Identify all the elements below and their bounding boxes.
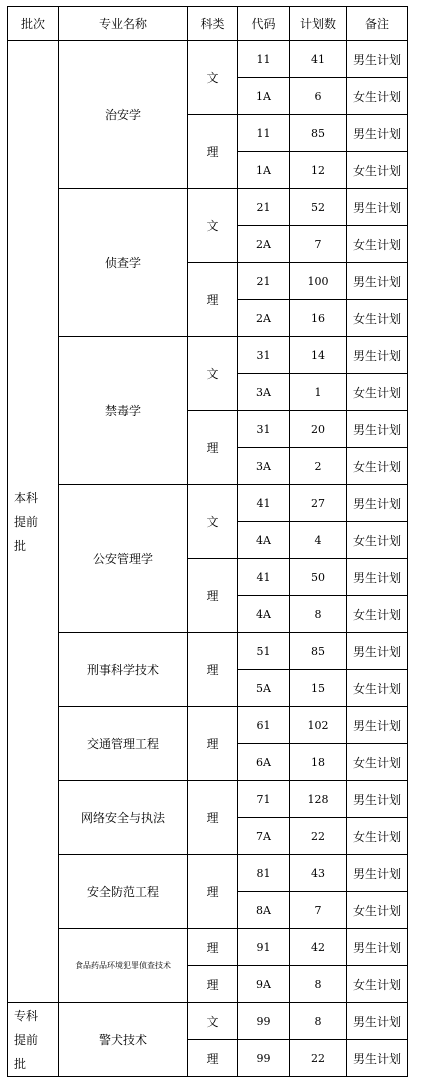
header-remark: 备注 bbox=[347, 7, 408, 41]
batch-label-line: 提前 bbox=[14, 1032, 39, 1047]
remark-cell: 男生计划 bbox=[347, 115, 408, 152]
major-name: 刑事科学技术 bbox=[86, 663, 159, 677]
code-cell: 21 bbox=[238, 263, 290, 300]
category-cell: 理 bbox=[188, 633, 238, 707]
code-cell: 11 bbox=[238, 115, 290, 152]
category-cell: 文 bbox=[188, 337, 238, 411]
table-row bbox=[8, 855, 408, 892]
remark-cell: 男生计划 bbox=[347, 707, 408, 744]
remark-cell: 男生计划 bbox=[347, 1040, 408, 1077]
header-code: 代码 bbox=[238, 7, 290, 41]
table-row bbox=[8, 781, 408, 818]
batch-label-line: 批 bbox=[14, 1056, 27, 1071]
table-row bbox=[8, 707, 408, 744]
remark-cell: 男生计划 bbox=[347, 485, 408, 522]
batch-cell bbox=[8, 1003, 59, 1077]
remark-cell: 女生计划 bbox=[347, 966, 408, 1003]
remark-cell: 女生计划 bbox=[347, 522, 408, 559]
batch-label-line: 提前 bbox=[14, 514, 39, 529]
code-cell: 91 bbox=[238, 929, 290, 966]
enrollment-plan-table bbox=[7, 6, 408, 1077]
major-name-cell bbox=[59, 633, 188, 707]
major-name: 食品药品环境犯罪侦查技术 bbox=[75, 960, 171, 970]
category-cell: 理 bbox=[188, 263, 238, 337]
header-row bbox=[8, 7, 408, 41]
plan-count-cell: 128 bbox=[290, 781, 347, 818]
plan-count-cell: 85 bbox=[290, 115, 347, 152]
header-category: 科类 bbox=[188, 7, 238, 41]
code-cell: 71 bbox=[238, 781, 290, 818]
code-cell: 41 bbox=[238, 559, 290, 596]
major-name: 警犬技术 bbox=[98, 1033, 147, 1047]
major-name-cell bbox=[59, 41, 188, 189]
remark-cell: 女生计划 bbox=[347, 670, 408, 707]
remark-cell: 女生计划 bbox=[347, 226, 408, 263]
remark-cell: 男生计划 bbox=[347, 337, 408, 374]
plan-count-cell: 7 bbox=[290, 226, 347, 263]
plan-count-cell: 14 bbox=[290, 337, 347, 374]
code-cell: 2A bbox=[238, 226, 290, 263]
plan-count-cell: 16 bbox=[290, 300, 347, 337]
code-cell: 11 bbox=[238, 41, 290, 78]
plan-count-cell: 22 bbox=[290, 818, 347, 855]
plan-count-cell: 8 bbox=[290, 1003, 347, 1040]
major-name-cell bbox=[59, 337, 188, 485]
category-cell: 文 bbox=[188, 485, 238, 559]
major-name-cell bbox=[59, 1003, 188, 1077]
category-cell: 理 bbox=[188, 781, 238, 855]
category-cell: 理 bbox=[188, 1040, 238, 1077]
code-cell: 5A bbox=[238, 670, 290, 707]
remark-cell: 女生计划 bbox=[347, 744, 408, 781]
table-row bbox=[8, 633, 408, 670]
plan-count-cell: 12 bbox=[290, 152, 347, 189]
remark-cell: 男生计划 bbox=[347, 411, 408, 448]
remark-cell: 男生计划 bbox=[347, 929, 408, 966]
code-cell: 9A bbox=[238, 966, 290, 1003]
category-cell: 理 bbox=[188, 929, 238, 966]
table-body bbox=[8, 41, 408, 1077]
batch-cell bbox=[8, 41, 59, 1003]
table-row bbox=[8, 189, 408, 226]
major-name: 网络安全与执法 bbox=[80, 811, 165, 825]
major-name: 安全防范工程 bbox=[86, 885, 159, 899]
major-name-cell bbox=[59, 189, 188, 337]
code-cell: 1A bbox=[238, 152, 290, 189]
batch-label-line: 本科 bbox=[14, 490, 39, 505]
major-name-cell bbox=[59, 781, 188, 855]
category-cell: 理 bbox=[188, 559, 238, 633]
remark-cell: 男生计划 bbox=[347, 189, 408, 226]
category-cell: 文 bbox=[188, 189, 238, 263]
remark-cell: 女生计划 bbox=[347, 596, 408, 633]
table-row bbox=[8, 485, 408, 522]
table-row bbox=[8, 41, 408, 78]
code-cell: 3A bbox=[238, 448, 290, 485]
remark-cell: 男生计划 bbox=[347, 1003, 408, 1040]
category-cell: 理 bbox=[188, 855, 238, 929]
header-major: 专业名称 bbox=[59, 7, 188, 41]
plan-count-cell: 8 bbox=[290, 596, 347, 633]
remark-cell: 男生计划 bbox=[347, 855, 408, 892]
code-cell: 99 bbox=[238, 1003, 290, 1040]
major-name: 禁毒学 bbox=[104, 404, 141, 418]
plan-count-cell: 15 bbox=[290, 670, 347, 707]
major-name-cell bbox=[59, 929, 188, 1003]
plan-table-container bbox=[7, 6, 408, 1077]
category-cell: 理 bbox=[188, 966, 238, 1003]
table-row bbox=[8, 337, 408, 374]
major-name: 侦查学 bbox=[104, 256, 141, 270]
major-name-cell bbox=[59, 707, 188, 781]
major-name: 交通管理工程 bbox=[86, 737, 159, 751]
table-row bbox=[8, 929, 408, 966]
code-cell: 81 bbox=[238, 855, 290, 892]
major-name: 治安学 bbox=[104, 108, 141, 122]
plan-count-cell: 102 bbox=[290, 707, 347, 744]
major-name-cell bbox=[59, 855, 188, 929]
remark-cell: 女生计划 bbox=[347, 300, 408, 337]
header-batch: 批次 bbox=[8, 7, 59, 41]
remark-cell: 女生计划 bbox=[347, 448, 408, 485]
batch-label-line: 专科 bbox=[14, 1008, 39, 1023]
category-cell: 理 bbox=[188, 411, 238, 485]
code-cell: 41 bbox=[238, 485, 290, 522]
category-cell: 文 bbox=[188, 41, 238, 115]
major-name-cell bbox=[59, 485, 188, 633]
category-cell: 理 bbox=[188, 707, 238, 781]
plan-count-cell: 42 bbox=[290, 929, 347, 966]
plan-count-cell: 4 bbox=[290, 522, 347, 559]
table-row bbox=[8, 1003, 408, 1040]
remark-cell: 女生计划 bbox=[347, 374, 408, 411]
major-name: 公安管理学 bbox=[92, 552, 153, 566]
code-cell: 8A bbox=[238, 892, 290, 929]
plan-count-cell: 1 bbox=[290, 374, 347, 411]
plan-count-cell: 18 bbox=[290, 744, 347, 781]
plan-count-cell: 43 bbox=[290, 855, 347, 892]
batch-label-line: 批 bbox=[14, 538, 27, 553]
remark-cell: 男生计划 bbox=[347, 263, 408, 300]
remark-cell: 女生计划 bbox=[347, 152, 408, 189]
code-cell: 1A bbox=[238, 78, 290, 115]
code-cell: 2A bbox=[238, 300, 290, 337]
plan-count-cell: 2 bbox=[290, 448, 347, 485]
code-cell: 61 bbox=[238, 707, 290, 744]
plan-count-cell: 50 bbox=[290, 559, 347, 596]
remark-cell: 男生计划 bbox=[347, 559, 408, 596]
code-cell: 51 bbox=[238, 633, 290, 670]
plan-count-cell: 100 bbox=[290, 263, 347, 300]
code-cell: 4A bbox=[238, 596, 290, 633]
remark-cell: 女生计划 bbox=[347, 892, 408, 929]
plan-count-cell: 6 bbox=[290, 78, 347, 115]
remark-cell: 女生计划 bbox=[347, 78, 408, 115]
code-cell: 21 bbox=[238, 189, 290, 226]
code-cell: 3A bbox=[238, 374, 290, 411]
plan-count-cell: 20 bbox=[290, 411, 347, 448]
plan-count-cell: 22 bbox=[290, 1040, 347, 1077]
plan-count-cell: 52 bbox=[290, 189, 347, 226]
plan-count-cell: 85 bbox=[290, 633, 347, 670]
header-plan-count: 计划数 bbox=[290, 7, 347, 41]
code-cell: 6A bbox=[238, 744, 290, 781]
code-cell: 7A bbox=[238, 818, 290, 855]
code-cell: 31 bbox=[238, 411, 290, 448]
remark-cell: 男生计划 bbox=[347, 633, 408, 670]
remark-cell: 男生计划 bbox=[347, 41, 408, 78]
code-cell: 4A bbox=[238, 522, 290, 559]
remark-cell: 男生计划 bbox=[347, 781, 408, 818]
code-cell: 99 bbox=[238, 1040, 290, 1077]
category-cell: 理 bbox=[188, 115, 238, 189]
plan-count-cell: 41 bbox=[290, 41, 347, 78]
remark-cell: 女生计划 bbox=[347, 818, 408, 855]
plan-count-cell: 8 bbox=[290, 966, 347, 1003]
code-cell: 31 bbox=[238, 337, 290, 374]
plan-count-cell: 27 bbox=[290, 485, 347, 522]
category-cell: 文 bbox=[188, 1003, 238, 1040]
plan-count-cell: 7 bbox=[290, 892, 347, 929]
